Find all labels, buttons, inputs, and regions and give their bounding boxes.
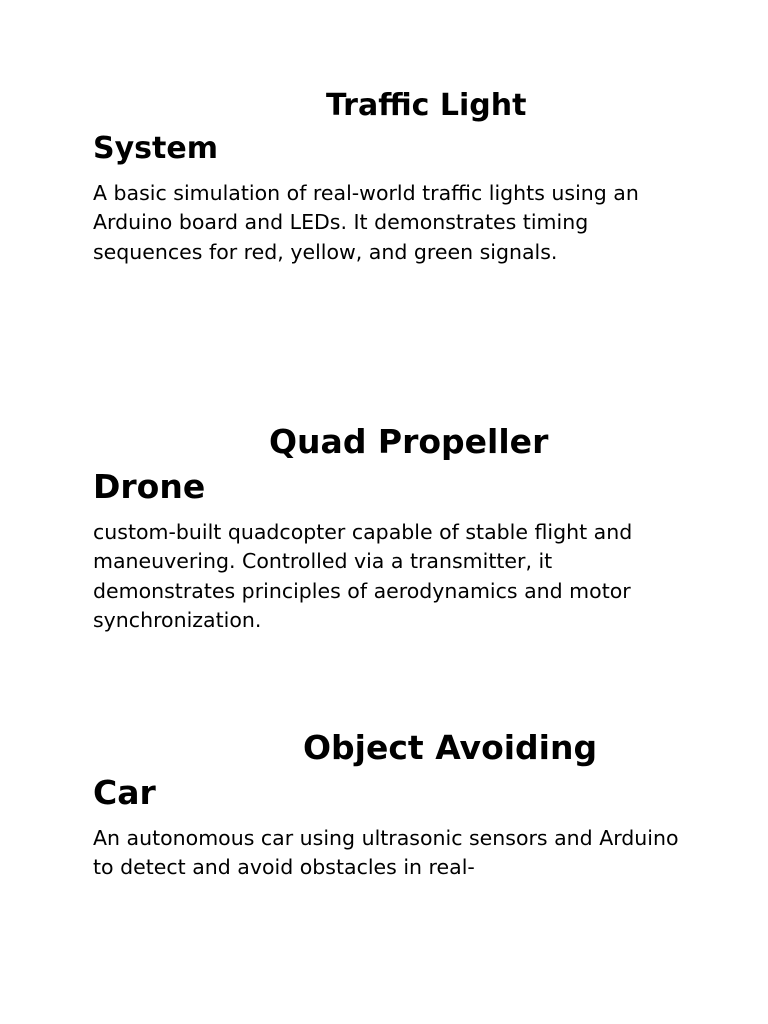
project-description: custom-built quadcopter capable of stable flight and maneuvering. Controlled via a transmitter, it demonstrates principles of aerodynamics and motor synchronization. bbox=[93, 520, 633, 632]
project-description: A basic simulation of real-world traffic lights using an Arduino board and LEDs. It demonstrates timing sequences for red, yellow, and green signals. bbox=[93, 181, 639, 264]
project-section-quad-drone bbox=[93, 421, 683, 635]
project-title-line1: Object Avoiding bbox=[303, 728, 598, 767]
project-section-traffic-light bbox=[93, 86, 683, 267]
project-title-line1: Quad Propeller bbox=[269, 422, 549, 461]
project-title-line1: Traffic Light bbox=[326, 88, 527, 123]
project-description: An autonomous car using ultrasonic sensors and Arduino to detect and avoid obstacles in real- bbox=[93, 826, 679, 880]
project-title-line2: Car bbox=[93, 773, 156, 812]
project-section-object-avoiding-car bbox=[93, 727, 683, 884]
project-title-line2: Drone bbox=[93, 467, 206, 506]
project-title-line2: System bbox=[93, 131, 218, 166]
